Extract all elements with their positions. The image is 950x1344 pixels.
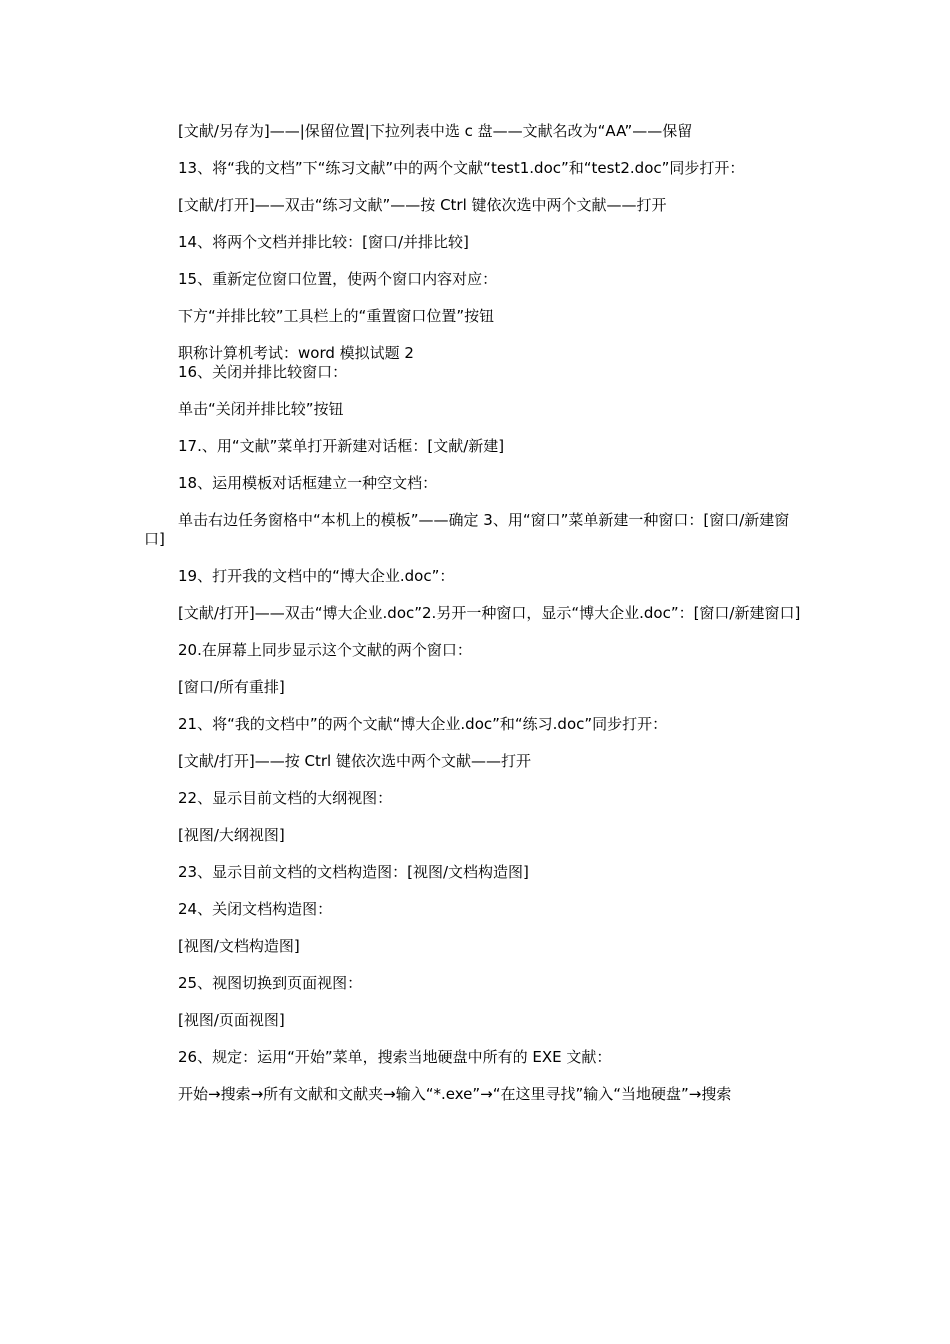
- paragraph-19-answer: [文献/打开]——双击“博大企业.doc”2.另开一种窗口，显示“博大企业.doc”：[窗口/新建窗口]: [178, 604, 801, 622]
- paragraph-21-answer: [文献/打开]——按 Ctrl 键依次选中两个文献——打开: [178, 752, 531, 770]
- paragraph-13-answer: [文献/打开]——双击“练习文献”——按 Ctrl 键依次选中两个文献——打开: [178, 196, 667, 214]
- paragraph-13: 13、将“我的文档”下“练习文献”中的两个文献“test1.doc”和“test2.doc”同步打开：: [178, 159, 745, 177]
- paragraph-21: 21、将“我的文档中”的两个文献“博大企业.doc”和“练习.doc”同步打开：: [178, 715, 668, 733]
- paragraph-22: 22、显示目前文档的大纲视图：: [178, 789, 393, 807]
- paragraph-16-answer: 单击“关闭并排比较”按钮: [178, 400, 344, 418]
- paragraph-25-answer: [视图/页面视图]: [178, 1011, 285, 1029]
- paragraph-23: 23、显示目前文档的文档构造图：[视图/文档构造图]: [178, 863, 529, 881]
- paragraph-save-as: [文献/另存为]——|保留位置|下拉列表中选 c 盘——文献名改为“AA”——保留: [178, 122, 693, 140]
- paragraph-15-answer: 下方“并排比较”工具栏上的“重置窗口位置”按钮: [178, 307, 495, 325]
- paragraph-17: 17.、用“文献”菜单打开新建对话框：[文献/新建]: [178, 437, 505, 455]
- paragraph-25: 25、视图切换到页面视图：: [178, 974, 363, 992]
- paragraph-26: 26、规定：运用“开始”菜单，搜索当地硬盘中所有的 EXE 文献：: [178, 1048, 612, 1066]
- document-body: [144, 122, 804, 1122]
- paragraph-14: 14、将两个文档并排比较：[窗口/并排比较]: [178, 233, 469, 251]
- paragraph-26-answer: 开始→搜索→所有文献和文献夹→输入“*.exe”→“在这里寻找”输入“当地硬盘”→搜索: [178, 1085, 732, 1103]
- paragraph-heading-exam: 职称计算机考试：word 模拟试题 2: [178, 344, 414, 362]
- paragraph-15: 15、重新定位窗口位置，使两个窗口内容对应：: [178, 270, 498, 288]
- paragraph-20: 20.在屏幕上同步显示这个文献的两个窗口：: [178, 641, 472, 659]
- paragraph-24: 24、关闭文档构造图：: [178, 900, 333, 918]
- paragraph-18: 18、运用模板对话框建立一种空文档：: [178, 474, 438, 492]
- paragraph-22-answer: [视图/大纲视图]: [178, 826, 285, 844]
- paragraph-24-answer: [视图/文档构造图]: [178, 937, 300, 955]
- paragraph-20-answer: [窗口/所有重排]: [178, 678, 285, 696]
- paragraph-19: 19、打开我的文档中的“博大企业.doc”：: [178, 567, 455, 585]
- paragraph-18-answer: 单击右边任务窗格中“本机上的模板”——确定 3、用“窗口”菜单新建一种窗口：[窗口/新建窗口]: [144, 511, 790, 548]
- paragraph-16: 16、关闭并排比较窗口：: [178, 363, 348, 381]
